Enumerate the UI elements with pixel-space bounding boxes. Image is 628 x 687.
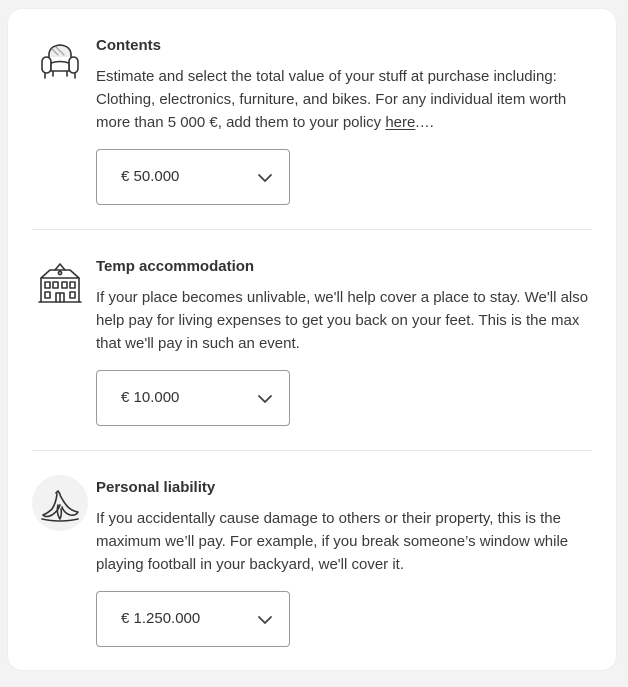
description-ellipsis: .…	[415, 114, 435, 131]
temp-accommodation-value-select[interactable]	[96, 370, 290, 426]
chevron-down-icon	[257, 391, 273, 407]
banana-peel-icon	[36, 479, 84, 527]
section-description: If your place becomes unlivable, we'll help cover a place to stay. We'll also help pay for living expenses to get you back on your feet. This is the max that we'll pay in such an event.	[96, 289, 589, 352]
selected-value: € 50.000	[121, 168, 180, 185]
add-items-link[interactable]: here	[385, 114, 416, 131]
selected-value: € 10.000	[121, 389, 180, 406]
building-icon	[36, 258, 84, 306]
section-description: If you accidentally cause damage to others or their property, this is the maximum we’ll pay. For example, if you break someone’s window while playing football in your backyard, we'll cover it.	[96, 510, 569, 573]
section-description	[96, 65, 596, 134]
personal-liability-value-select[interactable]	[96, 591, 290, 647]
armchair-icon	[36, 37, 84, 85]
divider	[32, 229, 592, 230]
coverage-card	[8, 9, 616, 670]
chevron-down-icon	[257, 612, 273, 628]
chevron-down-icon	[257, 170, 273, 186]
divider	[32, 450, 592, 451]
section-title: Personal liability	[96, 479, 216, 496]
contents-value-select[interactable]	[96, 149, 290, 205]
section-title: Contents	[96, 37, 161, 54]
section-title: Temp accommodation	[96, 258, 255, 275]
description-text: Estimate and select the total value of your stuff at purchase including: Clothing, electronics, furniture, and bikes. For any individual item worth more than 5 000 €, add them to your policy	[96, 68, 567, 131]
selected-value: € 1.250.000	[121, 610, 201, 627]
